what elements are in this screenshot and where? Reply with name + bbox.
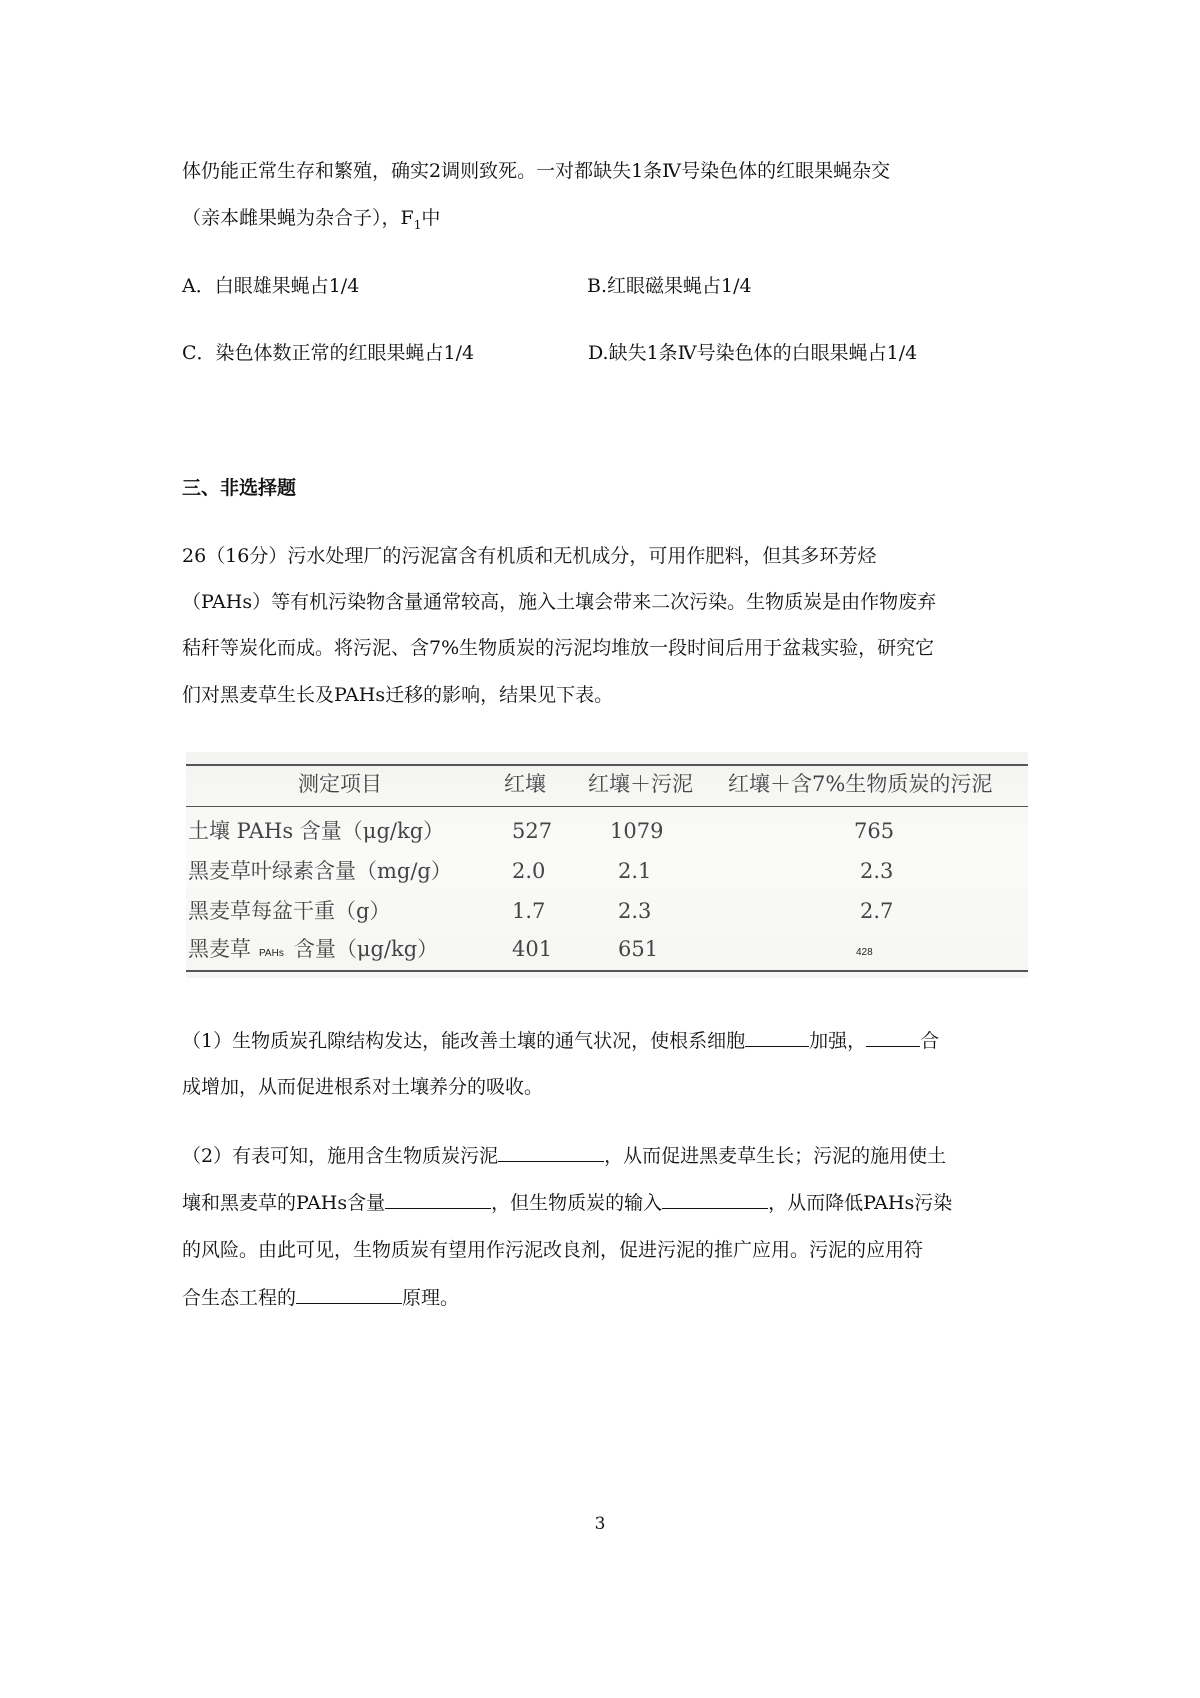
row-4-label-start: 黑麦草: [188, 937, 251, 961]
q2-line-1: [182, 1143, 946, 1168]
q1-text-a: （1）生物质炭孔隙结构发达，能改善土壤的通气状况，使根系细胞: [182, 1030, 746, 1052]
intro-line-2-end: 中: [421, 207, 441, 229]
row-4-label: [188, 936, 438, 967]
q2-text-1a: （2）有表可知，施用含生物质炭污泥: [182, 1145, 499, 1167]
q1-line-1: [182, 1028, 939, 1053]
row-1-value-2: 1079: [610, 819, 664, 843]
row-2-value-3: 2.3: [860, 859, 894, 883]
row-4-label-end: 含量（μg/kg）: [293, 937, 439, 961]
q2-blank-1: [498, 1143, 604, 1162]
q2-text-2c: ，从而降低PAHs污染: [768, 1192, 953, 1214]
q1-blank-2: [866, 1028, 920, 1047]
intro-line-2: [182, 206, 440, 237]
q2-text-2b: ，但生物质炭的输入: [491, 1192, 663, 1214]
q1-blank-1: [745, 1028, 809, 1047]
row-1-label: 土壤 PAHs 含量（μg/kg）: [188, 819, 445, 843]
f1-subscript: 1: [413, 217, 422, 232]
q1-text-b: 加强，: [809, 1030, 867, 1052]
row-2-label: 黑麦草叶绿素含量（mg/g）: [188, 859, 452, 883]
q2-text-4a: 合生态工程的: [182, 1287, 297, 1309]
q2-text-4b: 原理。: [402, 1287, 460, 1309]
q2-text-1b: ，从而促进黑麦草生长；污泥的施用使土: [604, 1145, 947, 1167]
row-3-label: 黑麦草每盆干重（g）: [188, 899, 391, 923]
option-d: D.缺失1条Ⅳ号染色体的白眼果蝇占1/4: [588, 342, 918, 364]
q26-line-4: 们对黑麦草生长及PAHs迁移的影响，结果见下表。: [182, 684, 614, 706]
row-3-value-3: 2.7: [860, 899, 894, 923]
row-3-value-2: 2.3: [618, 899, 652, 923]
q2-line-3: 的风险。由此可见，生物质炭有望用作污泥改良剂，促进污泥的推广应用。污泥的应用符: [182, 1239, 924, 1261]
row-1-value-3: 765: [854, 819, 895, 843]
option-b: B.红眼磁果蝇占1/4: [587, 275, 752, 297]
header-red-soil-sludge: 红壤＋污泥: [588, 772, 693, 796]
row-2-value-2: 2.1: [618, 859, 652, 883]
q2-line-2: [182, 1190, 952, 1215]
table-top-rule: [186, 764, 1028, 766]
q1-line-2: 成增加，从而促进根系对土壤养分的吸收。: [182, 1076, 544, 1098]
row-4-value-1: 401: [512, 937, 553, 961]
section-title: 三、非选择题: [182, 477, 297, 499]
table-bottom-rule: [186, 970, 1028, 972]
option-c: C．染色体数正常的红眼果蝇占1/4: [182, 342, 475, 364]
q26-line-2: （PAHs）等有机污染物含量通常较高，施入土壤会带来二次污染。生物质炭是由作物废弃: [182, 591, 937, 613]
row-3-value-1: 1.7: [512, 899, 546, 923]
results-table: [186, 752, 1028, 978]
row-1-value-1: 527: [512, 819, 553, 843]
q2-text-2a: 壤和黑麦草的PAHs含量: [182, 1192, 386, 1214]
option-a: A．白眼雄果蝇占1/4: [182, 275, 360, 297]
q2-blank-3: [662, 1190, 768, 1209]
row-4-value-2: 651: [618, 937, 659, 961]
row-2-value-1: 2.0: [512, 859, 546, 883]
row-4-value-3: 428: [856, 947, 873, 958]
q26-line-1: 26（16分）污水处理厂的污泥富含有机质和无机成分，可用作肥料，但其多环芳烃: [182, 545, 877, 567]
row-4-label-pahs: PAHs: [259, 948, 284, 959]
q2-blank-4: [296, 1285, 402, 1304]
q1-text-c: 合: [920, 1030, 940, 1052]
header-red-soil-biochar-sludge: 红壤＋含7%生物质炭的污泥: [728, 772, 993, 796]
header-red-soil: 红壤: [504, 772, 546, 796]
intro-line-1: 体仍能正常生存和繁殖，确实2调则致死。一对都缺失1条Ⅳ号染色体的红眼果蝇杂交: [182, 160, 891, 182]
q2-blank-2: [385, 1190, 491, 1209]
q26-line-3: 秸秆等炭化而成。将污泥、含7%生物质炭的污泥均堆放一段时间后用于盆栽实验，研究它: [182, 637, 935, 659]
header-item: 测定项目: [298, 772, 382, 796]
intro-line-2-text: （亲本雌果蝇为杂合子），F: [182, 207, 414, 229]
q2-line-4: [182, 1285, 459, 1310]
page-number: 3: [594, 1514, 606, 1534]
table-header-rule: [186, 806, 1028, 807]
